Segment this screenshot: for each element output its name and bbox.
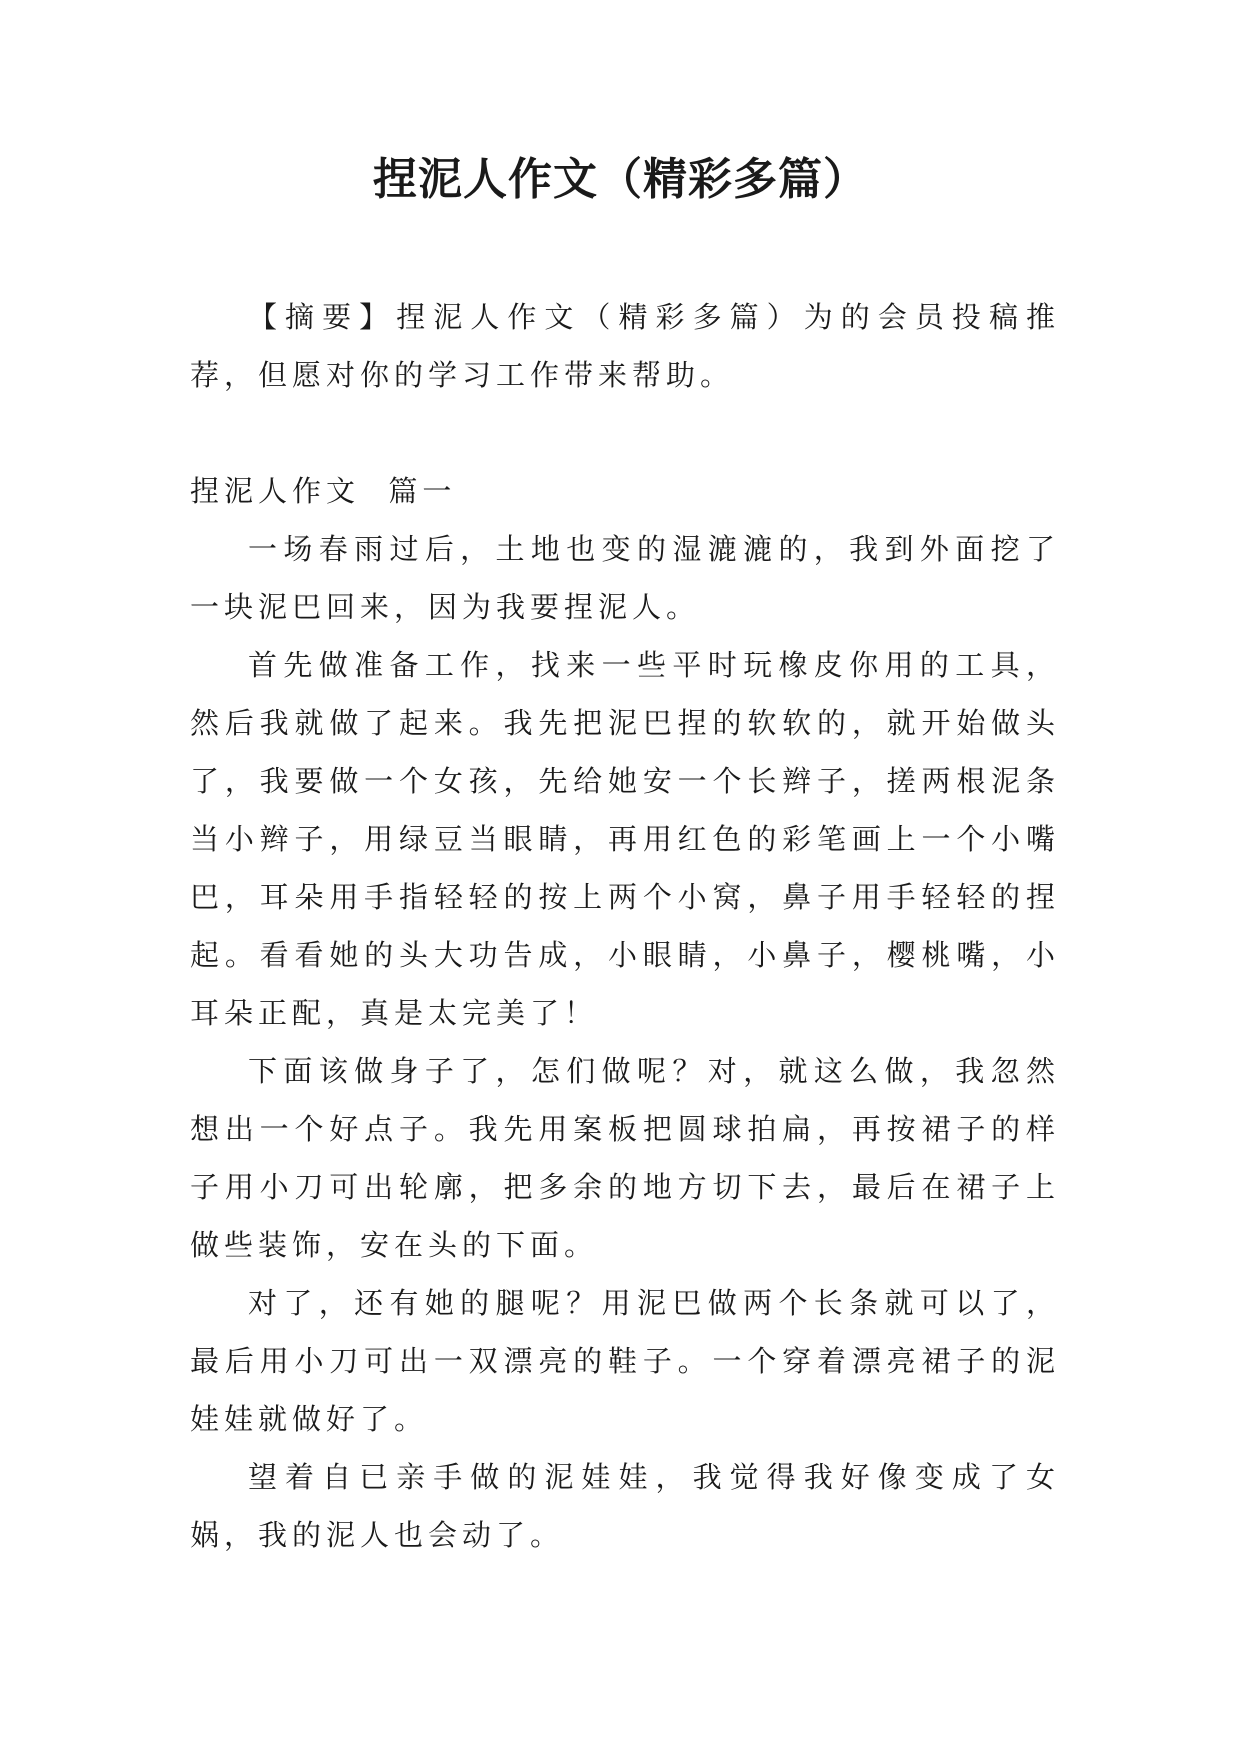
document-title: 捏泥人作文（精彩多篇） bbox=[373, 154, 868, 205]
section-heading: 捏泥人作文 篇一 bbox=[190, 474, 457, 508]
body-paragraph-5: 望着自已亲手做的泥娃娃，我觉得我好像变成了女娲，我的泥人也会动了。 bbox=[190, 1460, 1060, 1552]
body-paragraph-1: 一场春雨过后，土地也变的湿漉漉的，我到外面挖了一块泥巴回来，因为我要捏泥人。 bbox=[190, 532, 1060, 624]
body-paragraph-2: 首先做准备工作，找来一些平时玩橡皮你用的工具，然后我就做了起来。我先把泥巴捏的软软的，就开始做头了，我要做一个女孩，先给她安一个长辫子，搓两根泥条当小辫子，用绿豆当眼睛，再用红色的彩笔画上一个小嘴巴，耳朵用手指轻轻的按上两个小窝，鼻子用手轻轻的捏起。看看她的头大功告成，小眼睛，小鼻子，樱桃嘴，小耳朵正配，真是太完美了！ bbox=[190, 648, 1060, 1030]
body-paragraph-3: 下面该做身子了，怎们做呢？对，就这么做，我忽然想出一个好点子。我先用案板把圆球拍扁，再按裙子的样子用小刀可出轮廓，把多余的地方切下去，最后在裙子上做些装饰，安在头的下面。 bbox=[190, 1054, 1060, 1262]
body-paragraph-4: 对了，还有她的腿呢？用泥巴做两个长条就可以了，最后用小刀可出一双漂亮的鞋子。一个穿着漂亮裙子的泥娃娃就做好了。 bbox=[190, 1286, 1060, 1436]
abstract-paragraph: 【摘要】捏泥人作文（精彩多篇）为的会员投稿推荐，但愿对你的学习工作带来帮助。 bbox=[190, 300, 1060, 392]
document-body bbox=[190, 288, 1060, 1564]
